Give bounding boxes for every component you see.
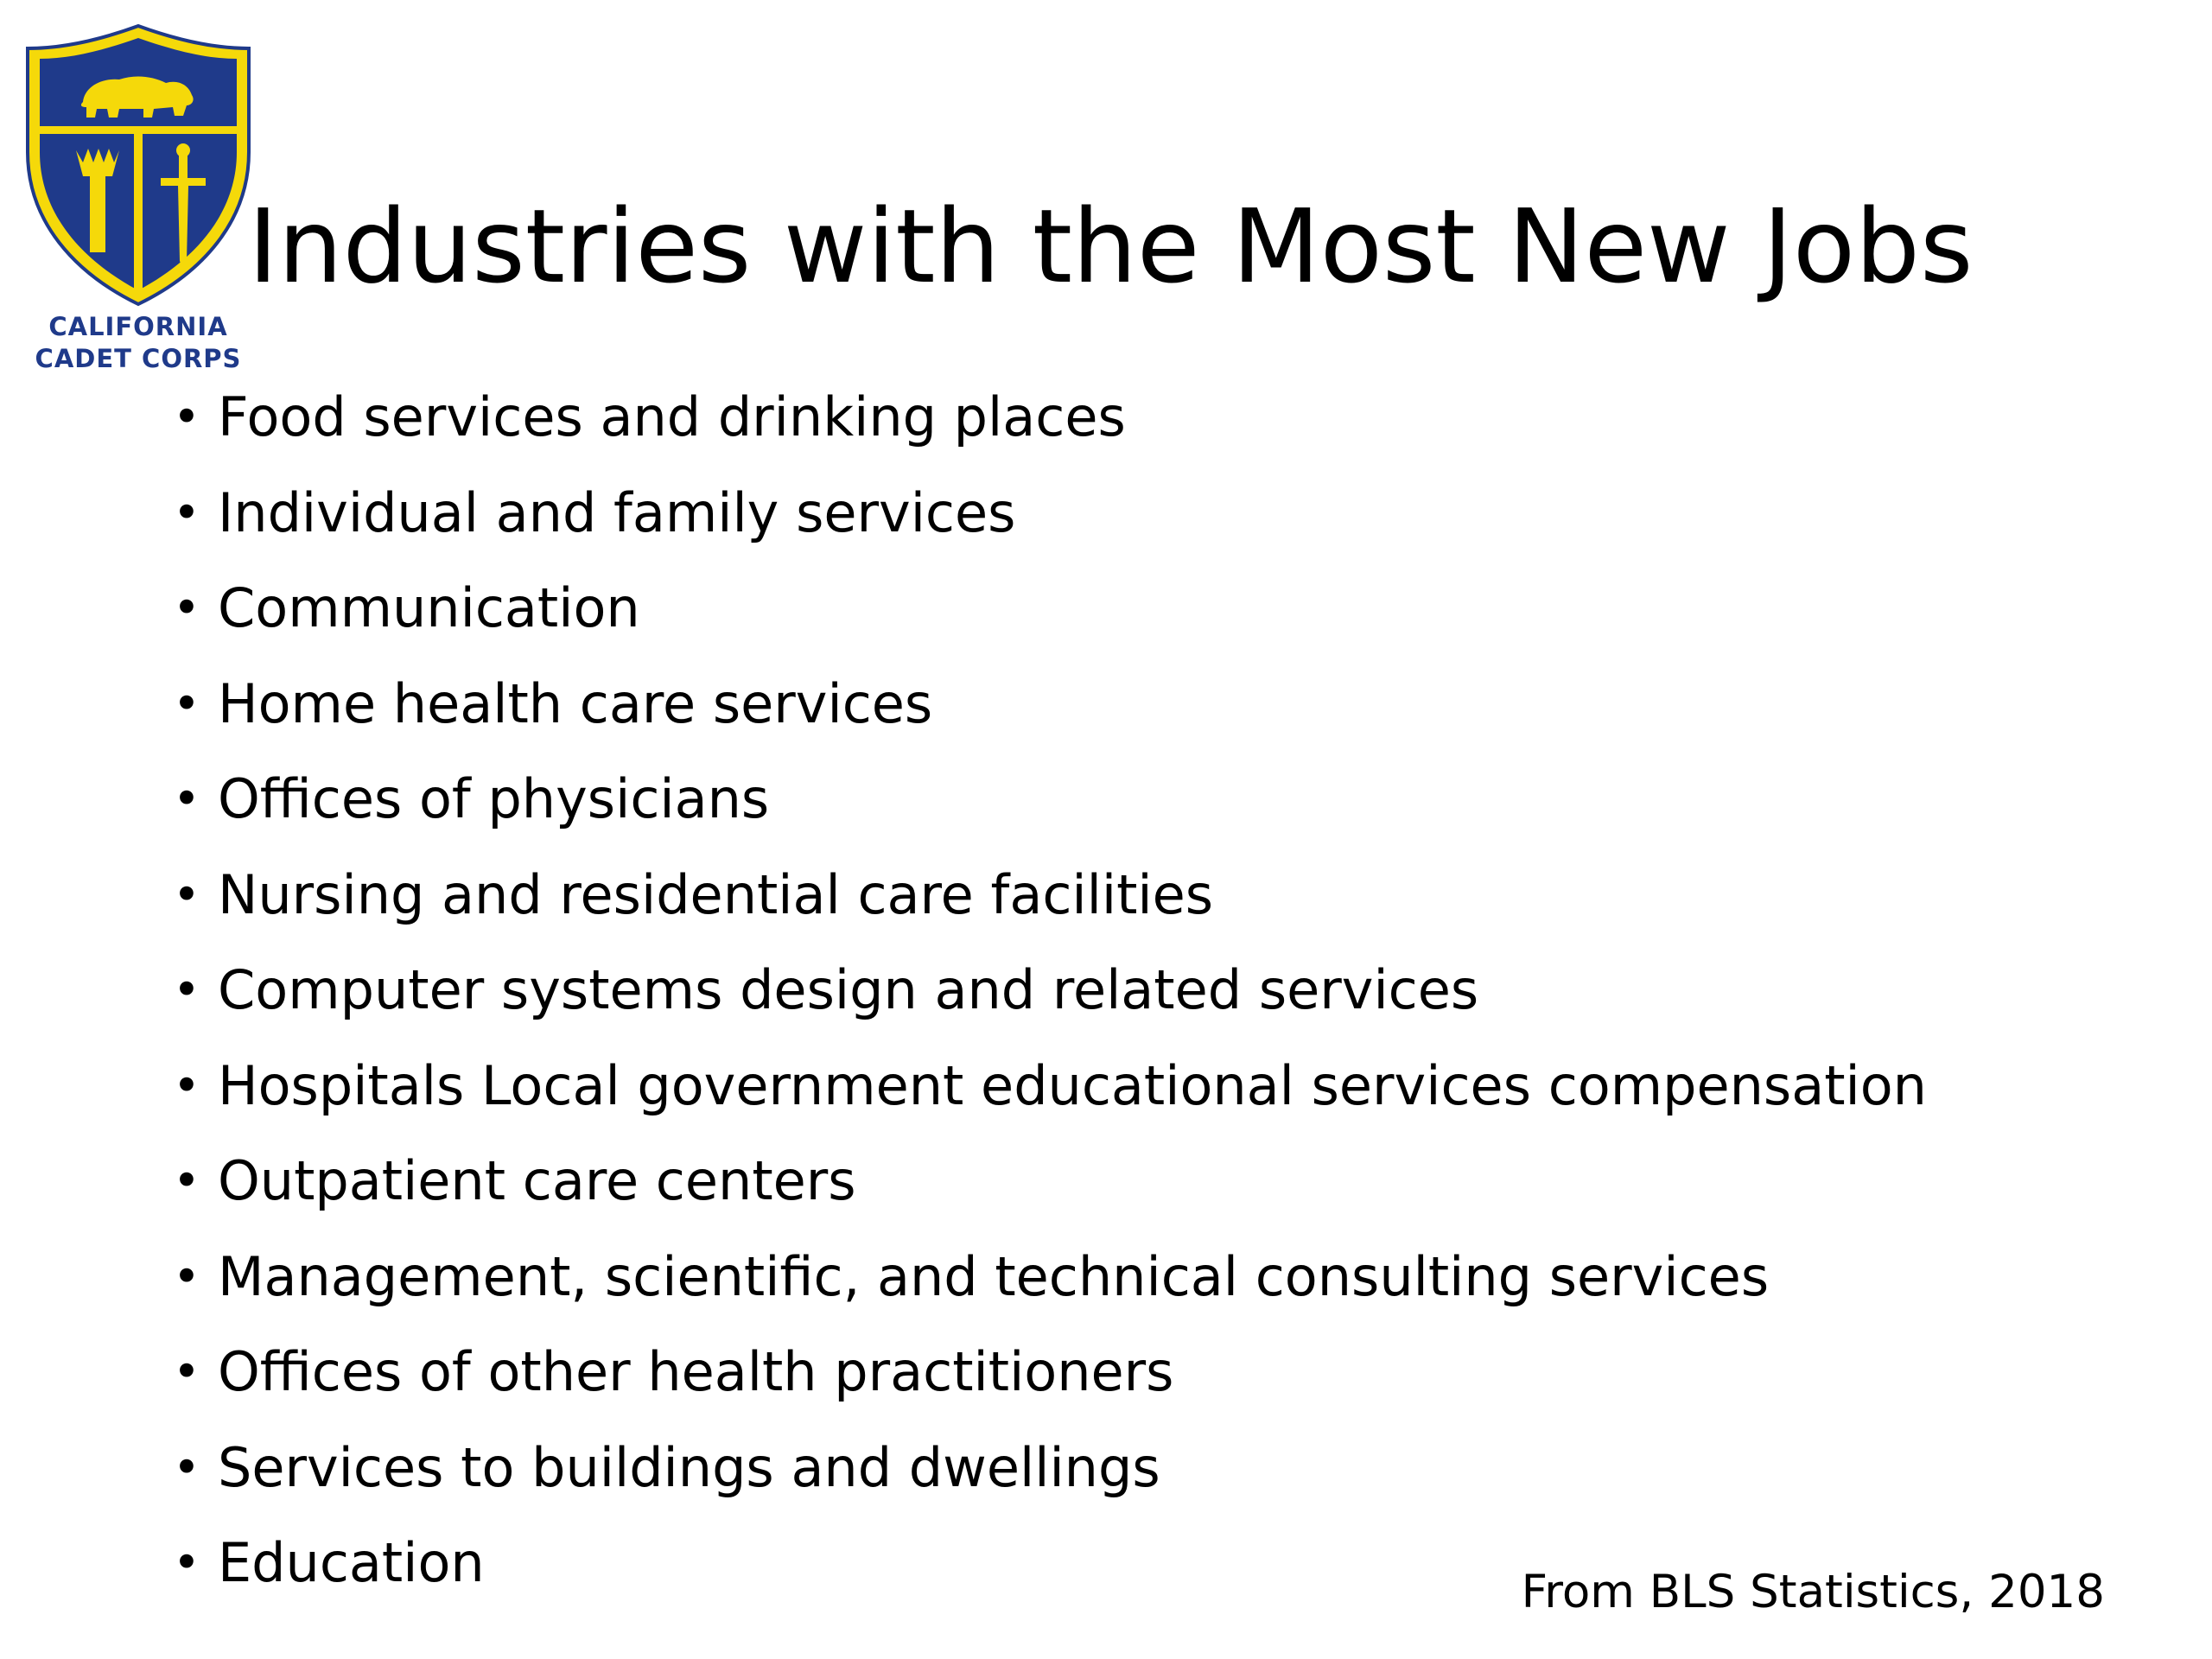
source-citation: From BLS Statistics, 2018 — [1521, 1566, 2105, 1618]
bullet-icon: • — [173, 772, 200, 826]
bullet-icon: • — [173, 581, 200, 635]
list-item — [173, 569, 1927, 665]
bullet-icon: • — [173, 1249, 200, 1304]
list-item-text: Management, scientific, and technical consulting services — [218, 1244, 1770, 1308]
list-item-text: Food services and drinking places — [218, 385, 1126, 448]
list-item — [173, 760, 1927, 856]
list-item-text: Hospitals Local government educational services compensation — [218, 1053, 1927, 1117]
list-item-text: Education — [218, 1531, 485, 1594]
bullet-icon: • — [173, 390, 200, 444]
list-item-text: Offices of other health practitioners — [218, 1340, 1174, 1403]
slide-title: Industries with the Most New Jobs — [248, 187, 1974, 306]
list-item — [173, 474, 1927, 570]
list-item-text: Communication — [218, 576, 640, 639]
industry-list — [173, 378, 1927, 1620]
list-item-text: Services to buildings and dwellings — [218, 1435, 1160, 1499]
list-item — [173, 951, 1927, 1047]
list-item-text: Outpatient care centers — [218, 1149, 856, 1212]
bullet-icon: • — [173, 963, 200, 1017]
bullet-icon: • — [173, 485, 200, 540]
bullet-icon: • — [173, 1058, 200, 1113]
list-item-text: Home health care services — [218, 671, 933, 735]
shield-icon — [22, 22, 254, 308]
list-item — [173, 1142, 1927, 1238]
bullet-icon: • — [173, 676, 200, 731]
list-item — [173, 856, 1927, 952]
list-item-text: Nursing and residential care facilities — [218, 862, 1214, 926]
list-item — [173, 1429, 1927, 1525]
list-item — [173, 1333, 1927, 1429]
bullet-icon: • — [173, 1344, 200, 1399]
logo-text-line1: CALIFORNIA — [48, 312, 228, 341]
list-item — [173, 1238, 1927, 1334]
bullet-icon: • — [173, 1535, 200, 1590]
list-item — [173, 1047, 1927, 1143]
bullet-icon: • — [173, 867, 200, 922]
list-item — [173, 378, 1927, 474]
bullet-icon: • — [173, 1154, 200, 1208]
list-item-text: Offices of physicians — [218, 767, 770, 830]
list-item-text: Individual and family services — [218, 480, 1016, 544]
california-cadet-corps-logo — [22, 22, 254, 385]
bullet-icon: • — [173, 1440, 200, 1495]
logo-text-line2: CADET CORPS — [35, 344, 242, 373]
list-item — [173, 665, 1927, 761]
list-item-text: Computer systems design and related services — [218, 958, 1479, 1021]
